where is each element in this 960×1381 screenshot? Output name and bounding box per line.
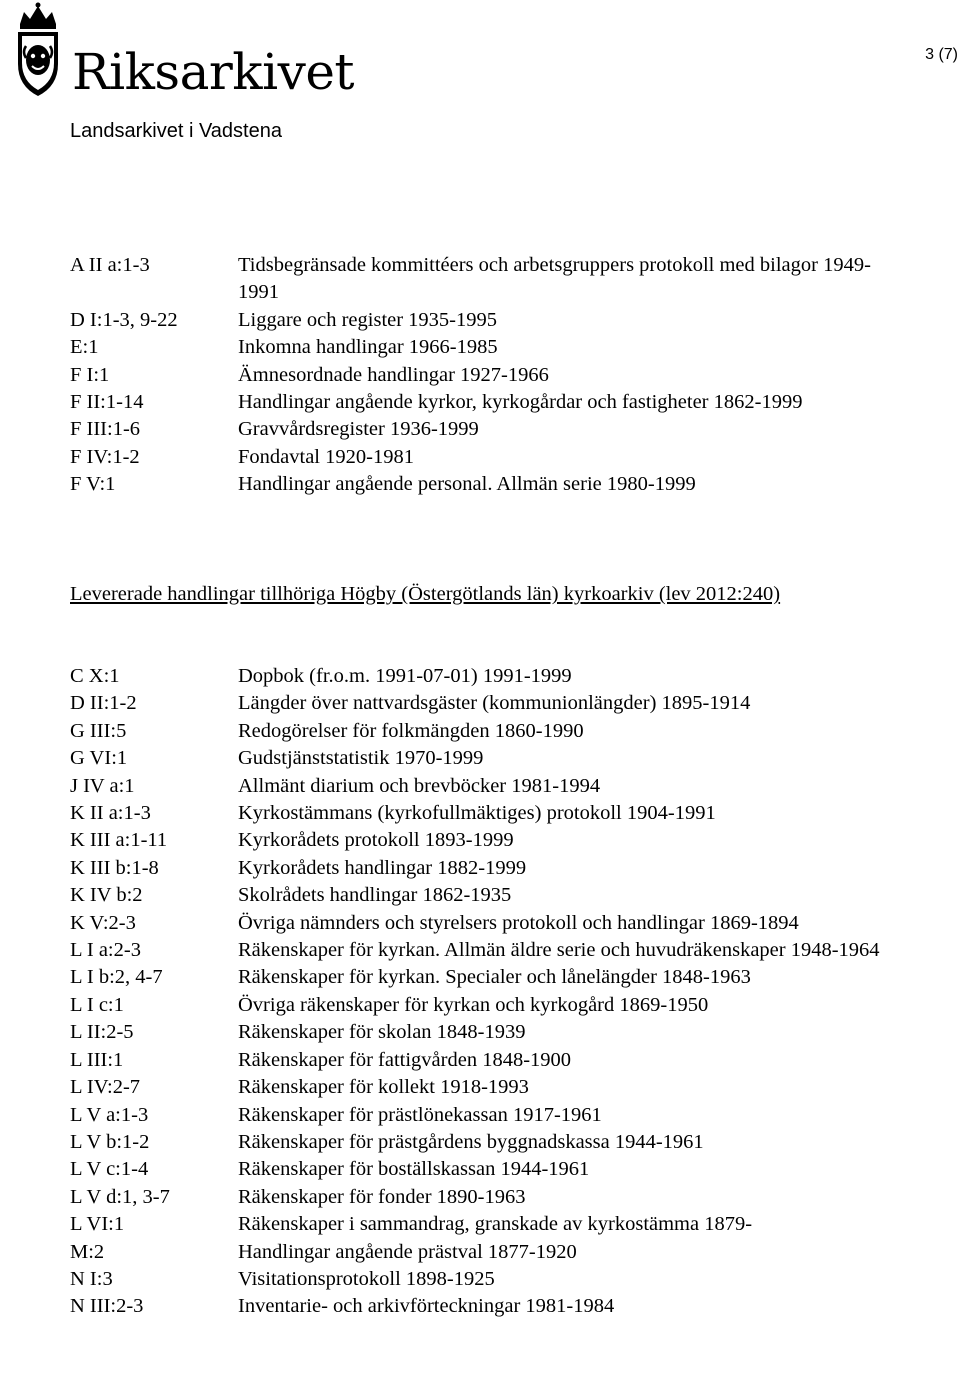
series-description: Gravvårdsregister 1936-1999 [238,418,479,441]
series-description: Längder över nattvardsgäster (kommunionlängder) 1895-1914 [238,692,751,715]
archive-subtitle: Landsarkivet i Vadstena [70,120,282,142]
list-item [70,1102,930,1129]
series-description: Räkenskaper för fonder 1890-1963 [238,1185,526,1208]
series-code: L III:1 [70,1048,124,1071]
series-description: Fondavtal 1920-1981 [238,445,414,468]
series-code: L I b:2, 4-7 [70,966,163,989]
series-description: Allmänt diarium och brevböcker 1981-1994 [238,774,601,797]
list-item [70,964,930,991]
series-code: G VI:1 [70,747,128,770]
list-item [70,910,930,937]
series-description: Kyrkorådets handlingar 1882-1999 [238,856,527,879]
series-description: Kyrkorådets protokoll 1893-1999 [238,829,514,852]
series-code: F V:1 [70,473,116,496]
series-code: F II:1-14 [70,391,144,414]
list-item [70,1074,930,1101]
page-number: 3 (7) [925,46,958,63]
series-description: Räkenskaper i sammandrag, granskade av kyrkostämma 1879- [238,1213,753,1236]
list-item [70,389,930,416]
series-description: Räkenskaper för kyrkan. Specialer och lånelängder 1848-1963 [238,966,751,989]
list-item [70,307,930,334]
series-description: Dopbok (fr.o.m. 1991-07-01) 1991-1999 [238,665,572,687]
list-item [70,1239,930,1266]
series-code: F III:1-6 [70,418,141,441]
series-description: Handlingar angående kyrkor, kyrkogårdar och fastigheter 1862-1999 [238,391,803,414]
list-item [70,855,930,882]
list-item [70,773,930,800]
series-code: J IV a:1 [70,774,135,797]
series-description: Räkenskaper för prästgårdens byggnadskassa 1944-1961 [238,1130,704,1153]
list-item [70,362,930,389]
logo-wordmark: Riksarkivet [72,43,355,101]
series-description: Redogörelser för folkmängden 1860-1990 [238,719,584,742]
delivery-heading: Levererade handlingar tillhöriga Högby (Östergötlands län) kyrkoarkiv (lev 2012:240) [70,583,781,605]
series-description: Handlingar angående prästval 1877-1920 [238,1240,577,1263]
series-code: L V d:1, 3-7 [70,1185,170,1208]
list-item [70,745,930,772]
series-code: N III:2-3 [70,1295,144,1318]
series-code: K V:2-3 [70,911,136,934]
list-item [70,1156,930,1183]
series-code: G III:5 [70,719,127,742]
list-item [70,718,930,745]
list-item [70,937,930,964]
series-code: L I a:2-3 [70,939,141,962]
series-description: Räkenskaper för skolan 1848-1939 [238,1021,526,1044]
list-item [70,882,930,909]
list-item [70,1129,930,1156]
list-item [70,1047,930,1074]
list-item [70,827,930,854]
series-description: Handlingar angående personal. Allmän serie 1980-1999 [238,473,696,496]
series-code: K IV b:2 [70,884,143,907]
series-description: Ämnesordnade handlingar 1927-1966 [238,363,549,386]
series-code: N I:3 [70,1267,113,1290]
list-item [70,1019,930,1046]
series-description: Kyrkostämmans (kyrkofullmäktiges) protokoll 1904-1991 [238,802,716,825]
list-item [70,252,930,307]
series-description: Räkenskaper för prästlönekassan 1917-1961 [238,1103,602,1126]
series-code: K II a:1-3 [70,802,151,825]
series-code: L V a:1-3 [70,1103,149,1126]
list-item [70,444,930,471]
list-item [70,1184,930,1211]
series-description: Räkenskaper för kollekt 1918-1993 [238,1076,529,1099]
series-code: F I:1 [70,363,110,386]
list-item [70,1266,930,1293]
list-item [70,334,930,361]
series-code: K III a:1-11 [70,829,168,852]
series-code: L V c:1-4 [70,1158,149,1181]
series-description: Övriga nämnders och styrelsers protokoll och handlingar 1869-1894 [238,911,799,934]
series-code: L IV:2-7 [70,1076,141,1099]
series-description: Räkenskaper för fattigvården 1848-1900 [238,1048,572,1071]
series-code: A II a:1-3 [70,254,150,276]
series-code: L I c:1 [70,993,124,1016]
series-list-2 [70,663,930,1321]
list-item [70,1211,930,1238]
series-code: K III b:1-8 [70,856,159,879]
series-code: D I:1-3, 9-22 [70,308,178,331]
series-code: L VI:1 [70,1213,125,1236]
series-description: Visitationsprotokoll 1898-1925 [238,1267,495,1290]
list-item [70,992,930,1019]
series-code: M:2 [70,1240,105,1263]
series-description: Gudstjänststatistik 1970-1999 [238,747,484,770]
coat-of-arms-icon [8,2,68,102]
series-code: L II:2-5 [70,1021,134,1044]
series-description: Räkenskaper för kyrkan. Allmän äldre serie och huvudräkenskaper 1948-1964 [238,939,880,962]
list-item [70,1293,930,1320]
list-item [70,471,930,498]
list-item [70,800,930,827]
series-description: Räkenskaper för boställskassan 1944-1961 [238,1158,590,1181]
series-code: E:1 [70,336,99,359]
series-description: Övriga räkenskaper för kyrkan och kyrkogård 1869-1950 [238,993,709,1016]
page-header [0,0,960,150]
series-list-1 [70,252,930,499]
list-item [70,416,930,443]
series-description: Skolrådets handlingar 1862-1935 [238,884,512,907]
series-code: C X:1 [70,665,120,687]
series-description: Liggare och register 1935-1995 [238,308,498,331]
series-description: Inventarie- och arkivförteckningar 1981-1984 [238,1295,615,1318]
series-code: D II:1-2 [70,692,137,715]
list-item [70,663,930,690]
series-code: F IV:1-2 [70,445,140,468]
series-code: L V b:1-2 [70,1130,150,1153]
list-item [70,690,930,717]
series-description: Tidsbegränsade kommittéers och arbetsgruppers protokoll med bilagor 1949-1991 [238,254,871,304]
riksarkivet-logo [8,2,355,102]
series-description: Inkomna handlingar 1966-1985 [238,336,498,359]
